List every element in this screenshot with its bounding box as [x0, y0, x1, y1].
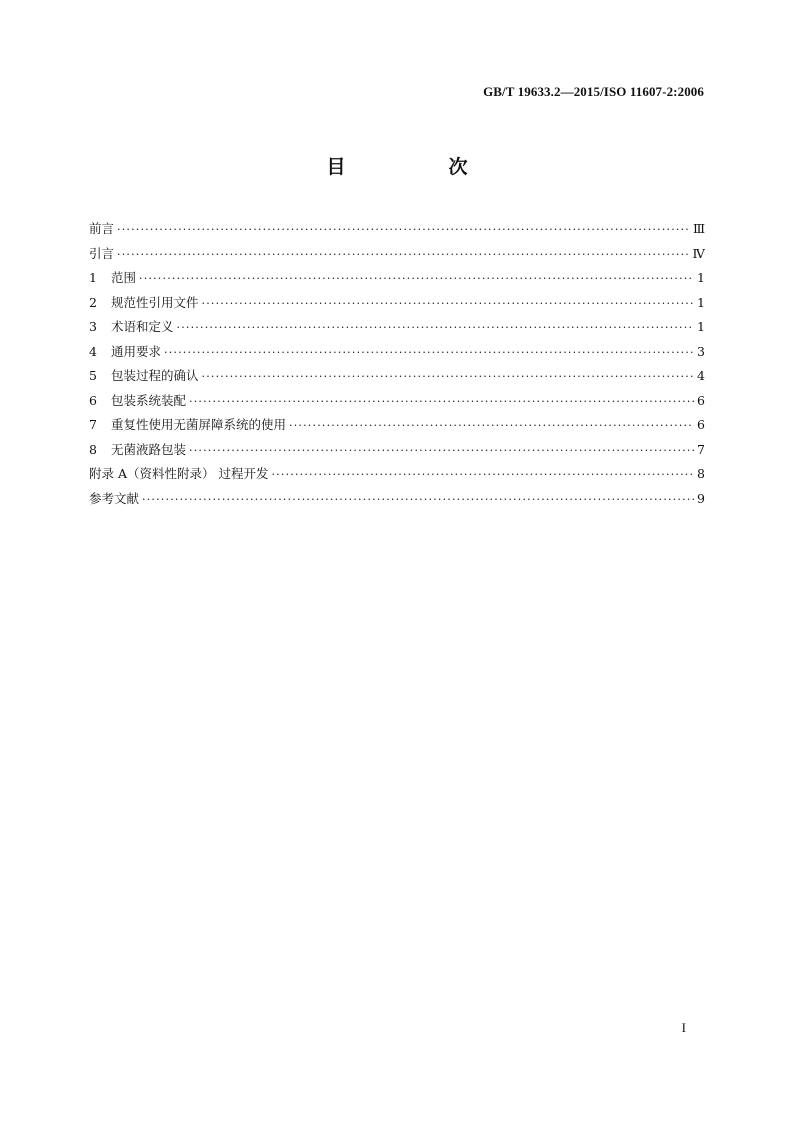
toc-leader-dots: [164, 341, 694, 365]
toc-entry-section-7[interactable]: [89, 413, 705, 438]
toc-leader-dots: [202, 292, 694, 316]
toc-entry-number: 6: [89, 392, 97, 408]
toc-entry-label: 术语和定义: [111, 319, 174, 334]
toc-entry-number: 7: [89, 417, 97, 432]
toc-entry-section-2[interactable]: [89, 291, 705, 316]
page-number: I: [681, 1020, 686, 1035]
toc-entry-page: Ⅲ: [692, 221, 705, 236]
toc-entry-page: Ⅳ: [692, 245, 705, 261]
toc-leader-dots: [117, 218, 690, 242]
toc-leader-dots: [271, 463, 694, 487]
toc-entry-page: 1: [697, 270, 705, 285]
toc-leader-dots: [142, 488, 694, 512]
toc-entry-section-8[interactable]: [89, 438, 705, 463]
toc-leader-dots: [189, 390, 694, 414]
page-title: 目 次: [326, 156, 510, 178]
toc-entry-label: 重复性使用无菌屏障系统的使用: [111, 417, 287, 432]
toc-entry-number: 8: [89, 441, 97, 457]
toc-entry-number: 3: [89, 319, 97, 334]
toc-entry-label: 附录 A（资料性附录） 过程开发: [89, 466, 269, 481]
toc-entry-label: 参考文献: [89, 490, 140, 506]
toc-entry-label: 通用要求: [111, 343, 162, 359]
toc-entry-page: 1: [697, 294, 705, 310]
toc-entry-introduction[interactable]: [89, 242, 705, 267]
toc-entry-section-5[interactable]: [89, 364, 705, 389]
toc-entry-label: 包装系统装配: [111, 392, 187, 408]
toc-entry-section-4[interactable]: [89, 340, 705, 365]
toc-entry-number: 4: [89, 343, 97, 359]
toc-entry-section-3[interactable]: [89, 315, 705, 340]
toc-leader-dots: [289, 414, 694, 438]
toc-entry-page: 6: [697, 392, 705, 408]
toc-entry-bibliography[interactable]: [89, 487, 705, 512]
toc-entry-label: 无菌液路包装: [111, 441, 187, 457]
toc-entry-annex-a[interactable]: [89, 462, 705, 487]
toc-entry-label: 引言: [89, 245, 115, 261]
toc-entry-label: 前言: [89, 221, 115, 236]
toc-entry-page: 4: [697, 368, 705, 383]
toc-entry-page: 9: [697, 490, 705, 506]
toc-entry-page: 6: [697, 417, 705, 432]
toc-entry-label: 包装过程的确认: [111, 368, 199, 383]
toc-entry-number: 2: [89, 294, 97, 310]
toc-entry-page: 1: [697, 319, 705, 334]
toc-leader-dots: [177, 316, 694, 340]
table-of-contents: [89, 217, 705, 511]
standard-number-header: GB/T 19633.2—2015/ISO 11607-2:2006: [483, 84, 704, 99]
toc-entry-page: 7: [697, 441, 705, 457]
toc-entry-number: 5: [89, 368, 97, 383]
toc-entry-section-6[interactable]: [89, 389, 705, 414]
toc-leader-dots: [189, 439, 694, 463]
toc-entry-foreword[interactable]: [89, 217, 705, 242]
toc-entry-page: 3: [697, 343, 705, 359]
toc-entry-section-1[interactable]: [89, 266, 705, 291]
toc-entry-label: 规范性引用文件: [111, 294, 199, 310]
toc-entry-number: 1: [89, 270, 97, 285]
toc-entry-label: 范围: [111, 270, 137, 285]
toc-leader-dots: [117, 243, 689, 267]
toc-leader-dots: [139, 267, 694, 291]
toc-leader-dots: [202, 365, 694, 389]
toc-entry-page: 8: [697, 466, 705, 481]
